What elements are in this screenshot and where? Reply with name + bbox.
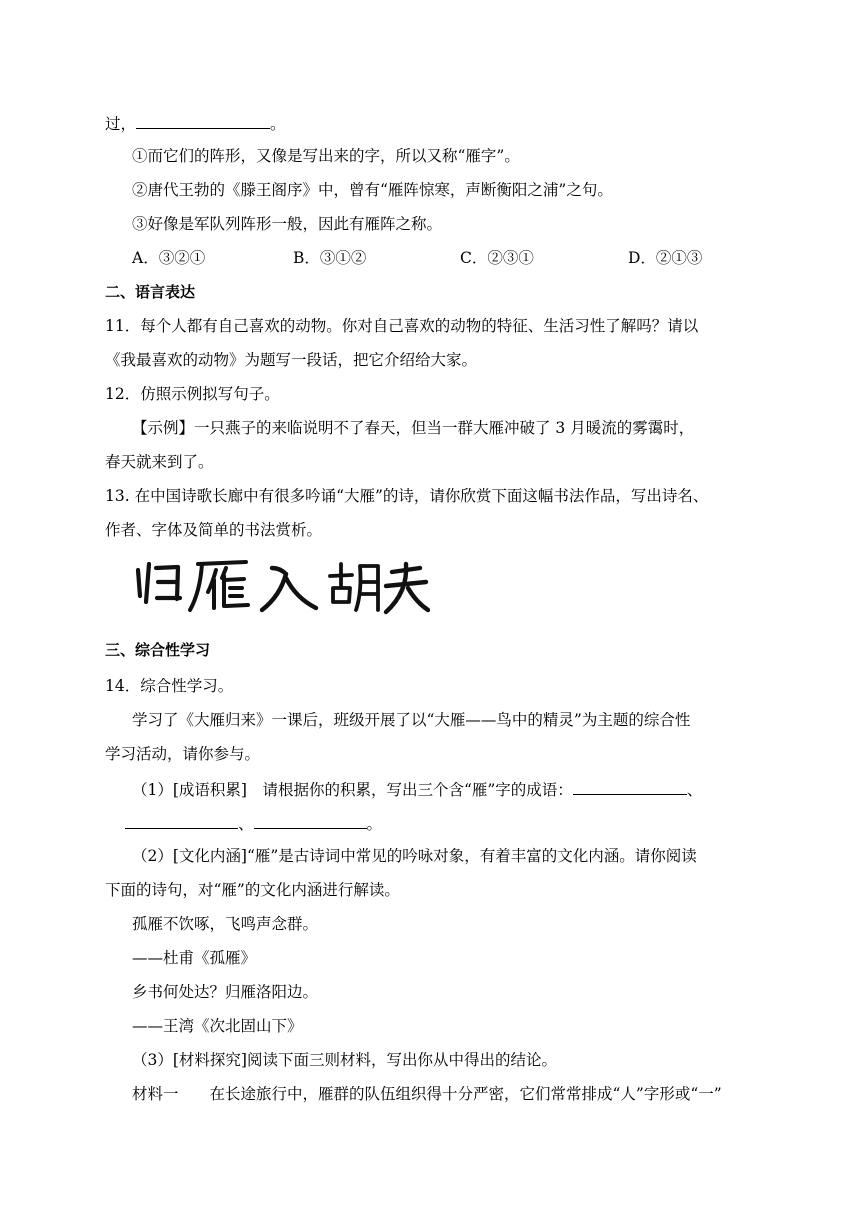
q10-option-a[interactable]: A．③②① — [132, 249, 206, 267]
calligraphy-char-yan — [190, 562, 248, 610]
q14-part-1-cont — [125, 812, 382, 834]
idiom-blank-2[interactable] — [125, 812, 238, 829]
q14-part-1-sep-1: 、 — [686, 781, 703, 799]
calligraphy-char-tian — [386, 564, 428, 612]
q11-line-2: 《我最喜欢的动物》为题写一段话，把它介绍给大家。 — [105, 351, 478, 369]
calligraphy-image — [130, 552, 430, 618]
q10-sentence-3: ③好像是军队列阵形一般，因此有雁阵之称。 — [132, 215, 443, 233]
q10-continuation — [105, 112, 286, 134]
q14-part-1-prompt: （1）[成语积累] 请根据你的积累，写出三个含“雁”字的成语： — [132, 781, 573, 799]
calligraphy-char-ru — [262, 568, 316, 610]
q14-part-2-line-1: （2）[文化内涵]“雁”是古诗词中常见的吟咏对象，有着丰富的文化内涵。请你阅读 — [132, 847, 697, 865]
poem-1: 孤雁不饮啄，飞鸣声念群。 — [132, 915, 319, 933]
q11-line-1: 11．每个人都有自己喜欢的动物。你对自己喜欢的动物的特征、生活习性了解吗？请以 — [105, 317, 699, 335]
q10-answer-blank[interactable] — [136, 112, 270, 129]
q10-option-d[interactable]: D．②①③ — [628, 249, 703, 267]
q13-line-2: 作者、字体及简单的书法赏析。 — [105, 521, 323, 539]
q13-line-1: 13. 在中国诗歌长廊中有很多吟诵“大雁”的诗，请你欣赏下面这幅书法作品，写出诗名、 — [105, 487, 709, 505]
q12-example-cont: 春天就来到了。 — [105, 453, 214, 471]
idiom-blank-1[interactable] — [573, 778, 687, 795]
q10-option-c[interactable]: C．②③① — [460, 249, 534, 267]
section-2-title: 二、语言表达 — [105, 283, 196, 301]
idiom-blank-3[interactable] — [254, 812, 367, 829]
material-1: 材料一 在长途旅行中，雁群的队伍组织得十分严密，它们常常排成“人”字形或“一” — [132, 1085, 722, 1103]
q14-part-1 — [132, 778, 702, 800]
calligraphy-char-hu — [330, 564, 378, 610]
poem-2-source: ——王湾《次北固山下》 — [132, 1017, 303, 1035]
q10-sentence-1: ①而它们的阵形，又像是写出来的字，所以又称“雁字”。 — [132, 147, 520, 165]
q10-sentence-2: ②唐代王勃的《滕王阁序》中，曾有“雁阵惊寒，声断衡阳之浦”之句。 — [132, 181, 613, 199]
q14-title: 14．综合性学习。 — [105, 677, 234, 695]
q10-cont-prefix: 过， — [105, 115, 137, 133]
q14-part-3: （3）[材料探究]阅读下面三则材料，写出你从中得出的结论。 — [132, 1051, 557, 1069]
q14-intro-2: 学习活动，请你参与。 — [105, 745, 261, 763]
q10-option-b[interactable]: B．③①② — [293, 249, 367, 267]
q14-intro-1: 学习了《大雁归来》一课后，班级开展了以“大雁——鸟中的精灵”为主题的综合性 — [132, 711, 691, 729]
q14-part-1-sep-2: 、 — [238, 815, 254, 833]
q14-part-1-end: 。 — [366, 815, 383, 833]
q12-line-1: 12．仿照示例拟写句子。 — [105, 385, 280, 403]
q10-cont-suffix: 。 — [270, 115, 286, 133]
section-3-title: 三、综合性学习 — [105, 641, 211, 659]
q14-part-2-line-2: 下面的诗句，对“雁”的文化内涵进行解读。 — [105, 881, 400, 899]
calligraphy-char-gui — [138, 564, 180, 602]
poem-2: 乡书何处达？归雁洛阳边。 — [132, 983, 319, 1001]
q12-example: 【示例】一只燕子的来临说明不了春天，但当一群大雁冲破了 3 月暖流的雾霭时， — [132, 419, 695, 437]
poem-1-source: ——杜甫《孤雁》 — [132, 949, 257, 967]
